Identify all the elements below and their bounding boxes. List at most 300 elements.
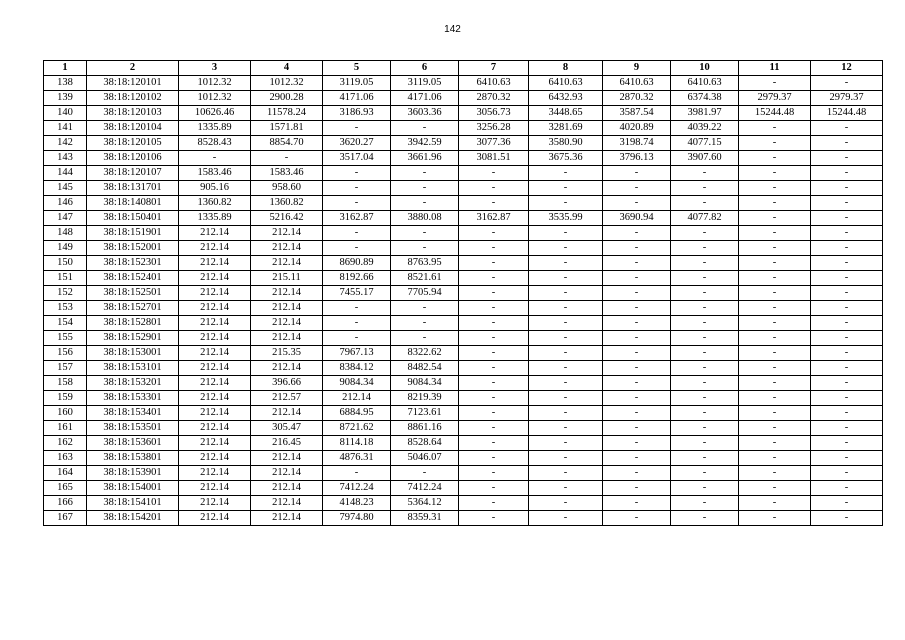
table-cell: 38:18:120105 [87,136,179,151]
table-cell: 8322.62 [391,346,459,361]
table-cell: - [671,391,739,406]
table-cell: 38:18:120104 [87,121,179,136]
table-cell: - [811,181,883,196]
table-cell: - [459,391,529,406]
table-cell: - [603,451,671,466]
table-cell: 38:18:150401 [87,211,179,226]
table-cell: 161 [44,421,87,436]
table-cell: - [671,181,739,196]
table-cell: 2870.32 [603,91,671,106]
table-cell: - [529,331,603,346]
table-cell: - [671,226,739,241]
table-cell: 7705.94 [391,286,459,301]
table-cell: 212.14 [323,391,391,406]
table-cell: 146 [44,196,87,211]
table-row [44,346,883,361]
table-cell: - [603,226,671,241]
table-cell: 396.66 [251,376,323,391]
table-cell: - [459,421,529,436]
table-cell: - [323,226,391,241]
column-header-12: 12 [811,61,883,76]
table-cell: 8861.16 [391,421,459,436]
table-cell: 38:18:154001 [87,481,179,496]
table-cell: - [391,226,459,241]
table-cell: - [671,376,739,391]
table-cell: - [603,301,671,316]
table-cell: - [811,211,883,226]
table-row [44,286,883,301]
table-cell: 8721.62 [323,421,391,436]
table-cell: - [671,256,739,271]
table-cell: 38:18:152701 [87,301,179,316]
table-cell: - [739,481,811,496]
table-cell: 3690.94 [603,211,671,226]
page-number: 142 [444,24,461,35]
table-cell: 38:18:152901 [87,331,179,346]
table-cell: - [739,76,811,91]
table-cell: - [811,436,883,451]
table-cell: 305.47 [251,421,323,436]
table-cell: - [811,241,883,256]
table-cell: - [739,286,811,301]
table-cell: 38:18:120102 [87,91,179,106]
table-cell: - [529,481,603,496]
table-cell: 212.14 [251,361,323,376]
table-cell: - [459,241,529,256]
table-cell: 212.14 [179,256,251,271]
table-cell: 212.14 [179,496,251,511]
table-cell: 1335.89 [179,211,251,226]
table-cell: 38:18:120101 [87,76,179,91]
table-cell: - [459,301,529,316]
table-cell: 212.14 [179,241,251,256]
table-cell: - [603,361,671,376]
table-cell: - [739,421,811,436]
table-cell: - [459,481,529,496]
table-cell: 157 [44,361,87,376]
table-cell: - [391,196,459,211]
table-cell: - [323,466,391,481]
table-cell: 167 [44,511,87,526]
table-cell: - [811,421,883,436]
table-cell: - [739,406,811,421]
table-cell: - [459,286,529,301]
table-cell: 163 [44,451,87,466]
table-cell: 3880.08 [391,211,459,226]
table-cell: 212.14 [179,511,251,526]
table-cell: 212.14 [179,421,251,436]
table-cell: 38:18:152501 [87,286,179,301]
table-cell: 1360.82 [251,196,323,211]
table-cell: - [459,346,529,361]
table-cell: 38:18:154101 [87,496,179,511]
table-cell: - [671,466,739,481]
table-cell: 148 [44,226,87,241]
table-cell: 212.14 [251,301,323,316]
table-cell: 212.57 [251,391,323,406]
table-cell: - [391,331,459,346]
table-cell: - [459,496,529,511]
table-cell: - [671,436,739,451]
table-cell: 3535.99 [529,211,603,226]
table-row [44,481,883,496]
table-cell: 3942.59 [391,136,459,151]
table-cell: 150 [44,256,87,271]
table-cell: - [603,376,671,391]
table-cell: 147 [44,211,87,226]
table-cell: 212.14 [251,481,323,496]
table-cell: 212.14 [179,331,251,346]
table-cell: - [811,316,883,331]
table-cell: 212.14 [251,316,323,331]
table-cell: 9084.34 [391,376,459,391]
table-cell: - [739,436,811,451]
table-cell: - [671,241,739,256]
table-cell: 958.60 [251,181,323,196]
table-cell: 158 [44,376,87,391]
table-cell: 212.14 [179,466,251,481]
table-cell: - [529,451,603,466]
table-cell: 3587.54 [603,106,671,121]
table-row [44,496,883,511]
table-cell: 7967.13 [323,346,391,361]
table-cell: 3186.93 [323,106,391,121]
table-cell: 156 [44,346,87,361]
table-cell: 15244.48 [739,106,811,121]
column-header-4: 4 [251,61,323,76]
table-cell: 7123.61 [391,406,459,421]
column-header-11: 11 [739,61,811,76]
table-cell: - [459,376,529,391]
column-header-1: 1 [44,61,87,76]
table-cell: - [459,511,529,526]
table-cell: 151 [44,271,87,286]
table-row [44,271,883,286]
table-cell: - [603,406,671,421]
table-cell: - [671,346,739,361]
table-row [44,421,883,436]
table-cell: 149 [44,241,87,256]
table-cell: - [671,166,739,181]
table-cell: - [529,391,603,406]
table-cell: 5364.12 [391,496,459,511]
table-cell: 212.14 [251,286,323,301]
table-cell: 8528.64 [391,436,459,451]
table-cell: 162 [44,436,87,451]
column-header-10: 10 [671,61,739,76]
table-cell: 38:18:152301 [87,256,179,271]
table-cell: 153 [44,301,87,316]
table-cell: - [811,76,883,91]
table-cell: - [739,391,811,406]
table-cell: 6410.63 [459,76,529,91]
table-cell: 38:18:120103 [87,106,179,121]
table-cell: - [811,151,883,166]
table-cell: 155 [44,331,87,346]
table-cell: 3517.04 [323,151,391,166]
table-cell: 6410.63 [529,76,603,91]
table-cell: - [529,181,603,196]
table-cell: - [459,166,529,181]
table-cell: - [811,121,883,136]
table-cell: - [529,421,603,436]
table-cell: - [391,166,459,181]
table-cell: 1583.46 [179,166,251,181]
table-cell: - [811,166,883,181]
table-cell: - [739,121,811,136]
table-cell: - [459,451,529,466]
table-cell: - [739,346,811,361]
table-cell: - [603,241,671,256]
table-row [44,121,883,136]
table-cell: - [603,391,671,406]
table-cell: 4020.89 [603,121,671,136]
table-cell: - [811,286,883,301]
table-cell: 1335.89 [179,121,251,136]
table-cell: 6374.38 [671,91,739,106]
table-cell: 3603.36 [391,106,459,121]
table-cell: - [739,181,811,196]
table-cell: - [459,256,529,271]
table-cell: - [529,256,603,271]
table-cell: 212.14 [179,406,251,421]
table-cell: 10626.46 [179,106,251,121]
table-cell: - [603,436,671,451]
table-row [44,406,883,421]
table-cell: - [529,226,603,241]
table-cell: - [529,511,603,526]
table-cell: - [671,361,739,376]
table-row [44,256,883,271]
table-cell: 142 [44,136,87,151]
table-cell: 38:18:153901 [87,466,179,481]
table-cell: 38:18:131701 [87,181,179,196]
table-cell: 38:18:153001 [87,346,179,361]
table-cell: 38:18:153401 [87,406,179,421]
table-cell: 3448.65 [529,106,603,121]
table-row [44,331,883,346]
table-cell: 9084.34 [323,376,391,391]
table-cell: 38:18:120106 [87,151,179,166]
table-cell: 38:18:152401 [87,271,179,286]
table-cell: 3675.36 [529,151,603,166]
table-cell: - [603,196,671,211]
table-cell: 2979.37 [739,91,811,106]
table-cell: 212.14 [179,301,251,316]
table-cell: - [529,301,603,316]
table-cell: - [739,151,811,166]
table-cell: - [671,481,739,496]
table-cell: - [529,166,603,181]
table-cell: 38:18:140801 [87,196,179,211]
table-cell: 38:18:153301 [87,391,179,406]
table-cell: 38:18:153201 [87,376,179,391]
table-cell: 3281.69 [529,121,603,136]
table-cell: 145 [44,181,87,196]
table-cell: 215.35 [251,346,323,361]
table-cell: 152 [44,286,87,301]
table-cell: 212.14 [251,331,323,346]
table-cell: - [811,481,883,496]
table-cell: - [603,511,671,526]
table-cell: 38:18:154201 [87,511,179,526]
table-cell: - [739,301,811,316]
table-cell: 2900.28 [251,91,323,106]
table-cell: 6410.63 [671,76,739,91]
table-cell: - [323,316,391,331]
table-cell: - [459,436,529,451]
table-cell: - [603,181,671,196]
table-cell: - [739,496,811,511]
table-cell: 154 [44,316,87,331]
table-cell: - [603,421,671,436]
table-cell: - [671,451,739,466]
table-cell: 3620.27 [323,136,391,151]
table-cell: - [529,466,603,481]
table-cell: 8219.39 [391,391,459,406]
table-cell: 212.14 [251,451,323,466]
table-cell: 38:18:153501 [87,421,179,436]
table-cell: 3981.97 [671,106,739,121]
table-cell: 166 [44,496,87,511]
table-cell: 212.14 [179,376,251,391]
table-cell: - [739,226,811,241]
table-cell: - [739,256,811,271]
table-cell: 6884.95 [323,406,391,421]
table-row [44,136,883,151]
table-cell: 212.14 [251,256,323,271]
table-row [44,361,883,376]
table-cell: - [391,121,459,136]
data-table [43,60,883,526]
table-cell: - [739,451,811,466]
table-cell: - [529,271,603,286]
table-cell: 8192.66 [323,271,391,286]
table-cell: 212.14 [251,406,323,421]
table-cell: - [811,301,883,316]
table-cell: - [323,181,391,196]
table-cell: - [251,151,323,166]
table-cell: 212.14 [251,466,323,481]
table-cell: - [739,271,811,286]
table-cell: - [323,121,391,136]
table-cell: 8528.43 [179,136,251,151]
table-cell: - [603,256,671,271]
table-cell: 212.14 [179,361,251,376]
table-cell: 8763.95 [391,256,459,271]
table-cell: 3119.05 [391,76,459,91]
table-cell: 1012.32 [179,76,251,91]
table-cell: - [811,511,883,526]
table-cell: - [603,271,671,286]
table-cell: - [459,271,529,286]
table-cell: 38:18:153601 [87,436,179,451]
table-cell: 7412.24 [391,481,459,496]
table-cell: 215.11 [251,271,323,286]
table-cell: - [459,331,529,346]
table-cell: 3077.36 [459,136,529,151]
table-cell: - [739,466,811,481]
table-cell: 4171.06 [323,91,391,106]
table-cell: 1583.46 [251,166,323,181]
table-cell: - [529,406,603,421]
column-header-2: 2 [87,61,179,76]
table-cell: - [459,196,529,211]
table-cell: - [671,286,739,301]
table-cell: - [459,226,529,241]
table-cell: 212.14 [251,496,323,511]
table-row [44,211,883,226]
table-cell: 38:18:153101 [87,361,179,376]
table-cell: - [323,331,391,346]
table-row [44,106,883,121]
table-cell: 212.14 [179,226,251,241]
table-row [44,301,883,316]
table-cell: 7455.17 [323,286,391,301]
table-cell: - [739,196,811,211]
table-cell: - [529,361,603,376]
table-cell: 38:18:152001 [87,241,179,256]
table-cell: - [671,421,739,436]
table-cell: 4171.06 [391,91,459,106]
table-cell: - [739,376,811,391]
table-cell: - [529,346,603,361]
table-row [44,466,883,481]
column-header-6: 6 [391,61,459,76]
table-cell: - [529,496,603,511]
table-cell: 3162.87 [323,211,391,226]
table-cell: - [739,316,811,331]
table-cell: 212.14 [179,271,251,286]
table-cell: - [739,511,811,526]
table-cell: 8690.89 [323,256,391,271]
table-cell: 141 [44,121,87,136]
table-cell: 5046.07 [391,451,459,466]
table-row [44,241,883,256]
table-cell: 212.14 [179,481,251,496]
table-cell: 140 [44,106,87,121]
table-cell: 6432.93 [529,91,603,106]
table-cell: 3661.96 [391,151,459,166]
table-cell: 165 [44,481,87,496]
table-cell: - [671,301,739,316]
table-cell: 38:18:151901 [87,226,179,241]
table-cell: - [671,271,739,286]
table-cell: 4039.22 [671,121,739,136]
table-cell: - [391,466,459,481]
table-cell: 3198.74 [603,136,671,151]
table-row [44,391,883,406]
table-cell: - [459,181,529,196]
table-cell: 38:18:153801 [87,451,179,466]
table-cell: - [459,466,529,481]
table-cell: 11578.24 [251,106,323,121]
table-row [44,376,883,391]
table-cell: 1571.81 [251,121,323,136]
table-cell: 4077.82 [671,211,739,226]
table-cell: - [811,391,883,406]
table-row [44,436,883,451]
table-cell: - [603,316,671,331]
table-cell: 216.45 [251,436,323,451]
table-cell: 2870.32 [459,91,529,106]
table-cell: - [811,376,883,391]
table-row [44,91,883,106]
table-cell: - [323,301,391,316]
table-cell: - [739,136,811,151]
table-cell: 159 [44,391,87,406]
table-cell: 38:18:120107 [87,166,179,181]
